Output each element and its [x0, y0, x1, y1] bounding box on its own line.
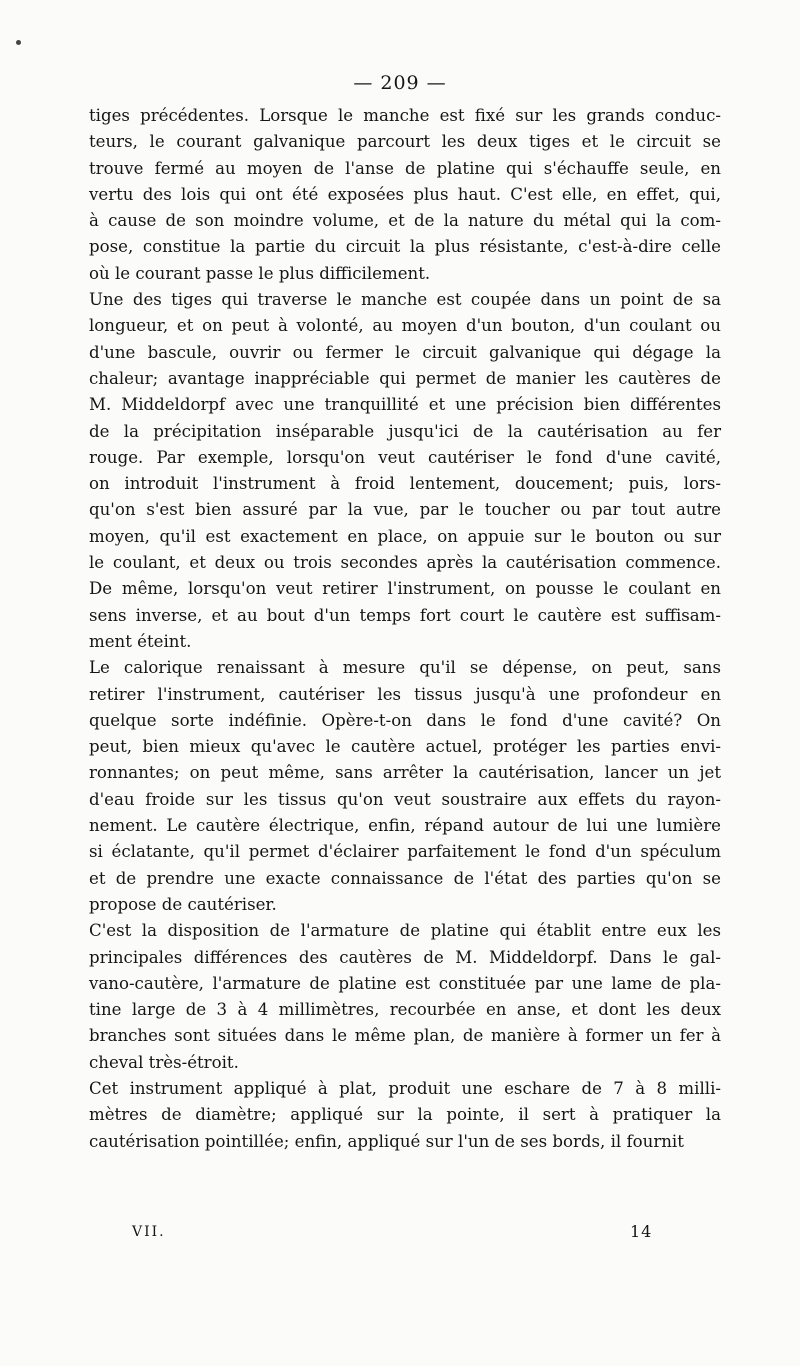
text-line: De même, lorsqu'on veut retirer l'instrument, on pousse le coulant en [89, 579, 721, 599]
text-line: le coulant, et deux ou trois secondes après la cautérisation commence. [89, 553, 721, 573]
text-line: pose, constitue la partie du circuit la plus résistante, c'est-à-dire celle [89, 237, 721, 257]
text-line: tine large de 3 à 4 millimètres, recourbée en anse, et dont les deux [89, 1000, 721, 1020]
text-line: où le courant passe le plus difficilement. [89, 263, 431, 283]
text-line: rouge. Par exemple, lorsqu'on veut cautériser le fond d'une cavité, [89, 447, 721, 467]
sheet-number: 14 [630, 1222, 653, 1241]
text-line: principales différences des cautères de M. Middeldorpf. Dans le gal- [89, 947, 721, 967]
paragraph [89, 655, 721, 918]
paragraph [89, 287, 721, 655]
text-line: trouve fermé au moyen de l'anse de platine qui s'échauffe seule, en [89, 158, 721, 178]
page-number: — 209 — [353, 72, 447, 94]
text-line: ronnantes; on peut même, sans arrêter la cautérisation, lancer un jet [89, 763, 721, 783]
text-line: M. Middeldorpf avec une tranquillité et une précision bien différentes [89, 395, 721, 415]
text-line: propose de cautériser. [89, 894, 277, 914]
text-line: de la précipitation inséparable jusqu'ici de la cautérisation au fer [89, 421, 721, 441]
text-line: Le calorique renaissant à mesure qu'il se dépense, on peut, sans [89, 658, 721, 678]
text-line: chaleur; avantage inappréciable qui permet de manier les cautères de [89, 368, 721, 388]
text-line: peut, bien mieux qu'avec le cautère actuel, protéger les parties envi- [89, 737, 721, 757]
text-line: teurs, le courant galvanique parcourt les deux tiges et le circuit se [89, 132, 721, 152]
text-line: on introduit l'instrument à froid lentement, doucement; puis, lors- [89, 474, 721, 494]
ink-spot [16, 40, 21, 45]
text-line: quelque sorte indéfinie. Opère-t-on dans le fond d'une cavité? On [89, 710, 721, 730]
text-line: à cause de son moindre volume, et de la nature du métal qui la com- [89, 211, 721, 231]
text-line: et de prendre une exacte connaissance de l'état des parties qu'on se [89, 868, 721, 888]
text-line: moyen, qu'il est exactement en place, on appuie sur le bouton ou sur [89, 526, 721, 546]
signature-mark: VII. [132, 1224, 166, 1240]
text-line: qu'on s'est bien assuré par la vue, par le toucher ou par tout autre [89, 500, 721, 520]
paragraph [89, 103, 721, 287]
text-line: C'est la disposition de l'armature de platine qui établit entre eux les [89, 921, 721, 941]
text-line: d'une bascule, ouvrir ou fermer le circuit galvanique qui dégage la [89, 342, 721, 362]
text-line: vano-cautère, l'armature de platine est constituée par une lame de pla- [89, 973, 721, 993]
text-line: vertu des lois qui ont été exposées plus haut. C'est elle, en effet, qui, [89, 184, 721, 204]
text-line: sens inverse, et au bout d'un temps fort court le cautère est suffisam- [89, 605, 721, 625]
text-line: mètres de diamètre; appliqué sur la pointe, il sert à pratiquer la [89, 1105, 721, 1125]
text-line: cheval très-étroit. [89, 1052, 239, 1072]
text-line: tiges précédentes. Lorsque le manche est fixé sur les grands conduc- [89, 106, 721, 125]
text-line: Une des tiges qui traverse le manche est coupée dans un point de sa [89, 290, 721, 310]
text-line: d'eau froide sur les tissus qu'on veut soustraire aux effets du rayon- [89, 789, 721, 809]
body-text [89, 103, 721, 1155]
text-line: ment éteint. [89, 631, 192, 651]
paragraph [89, 1076, 721, 1155]
text-line: cautérisation pointillée; enfin, appliqué sur l'un de ses bords, il fournit [89, 1131, 684, 1151]
paragraph [89, 918, 721, 1076]
text-line: si éclatante, qu'il permet d'éclairer parfaitement le fond d'un spéculum [89, 842, 721, 862]
text-line: branches sont situées dans le même plan, de manière à former un fer à [89, 1026, 721, 1046]
text-line: nement. Le cautère électrique, enfin, répand autour de lui une lumière [89, 816, 721, 836]
text-line: Cet instrument appliqué à plat, produit une eschare de 7 à 8 milli- [89, 1078, 721, 1098]
text-line: longueur, et on peut à volonté, au moyen d'un bouton, d'un coulant ou [89, 316, 721, 336]
text-line: retirer l'instrument, cautériser les tissus jusqu'à une profondeur en [89, 684, 721, 704]
